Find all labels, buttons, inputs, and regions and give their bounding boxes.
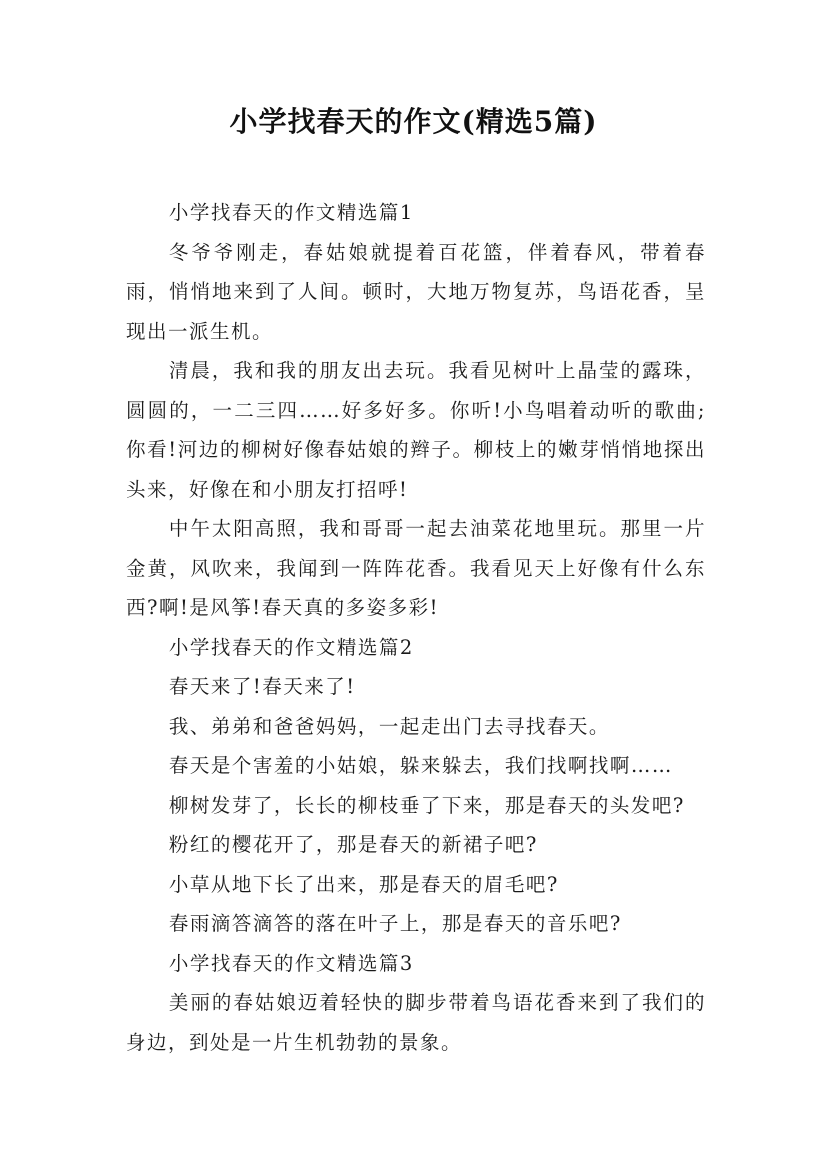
paragraph: 春雨滴答滴答的落在叶子上，那是春天的音乐吧? bbox=[168, 912, 622, 935]
paragraph: 我、弟弟和爸爸妈妈，一起走出门去寻找春天。 bbox=[168, 714, 610, 738]
paragraph: 清晨，我和我的朋友出去玩。我看见树叶上晶莹的露珠，圆圆的，一二三四……好多好多。你听!小鸟唱着动听的歌曲;你看!河边的柳树好像春姑娘的辫子。柳枝上的嫩芽悄悄地探出头来，好像在和小朋友打招呼! bbox=[126, 359, 706, 501]
paragraph: 春天是个害羞的小姑娘，躲来躲去，我们找啊找啊…… bbox=[168, 754, 673, 777]
paragraph: 冬爷爷刚走，春姑娘就提着百花篮，伴着春风，带着春雨，悄悄地来到了人间。顿时，大地万物复苏，鸟语花香，呈现出一派生机。 bbox=[126, 240, 706, 343]
paragraph: 柳树发芽了，长长的柳枝垂了下来，那是春天的头发吧? bbox=[168, 793, 685, 817]
section-heading-2: 小学找春天的作文精选篇2 bbox=[168, 635, 414, 659]
section-heading-3: 小学找春天的作文精选篇3 bbox=[168, 951, 414, 975]
paragraph: 春天来了!春天来了! bbox=[168, 675, 356, 698]
paragraph: 中午太阳高照，我和哥哥一起去油菜花地里玩。那里一片金黄，风吹来，我闻到一阵阵花香。我看见天上好像有什么东西?啊!是风筝!春天真的多姿多彩! bbox=[126, 517, 706, 619]
paragraph: 粉红的樱花开了，那是春天的新裙子吧? bbox=[168, 833, 538, 856]
section-heading-1: 小学找春天的作文精选篇1 bbox=[168, 201, 414, 224]
paragraph: 美丽的春姑娘迈着轻快的脚步带着鸟语花香来到了我们的身边，到处是一片生机勃勃的景象。 bbox=[126, 991, 706, 1054]
document-title: 小学找春天的作文(精选5篇) bbox=[229, 105, 598, 138]
document-body bbox=[126, 193, 706, 1062]
paragraph: 小草从地下长了出来，那是春天的眉毛吧? bbox=[168, 872, 559, 896]
